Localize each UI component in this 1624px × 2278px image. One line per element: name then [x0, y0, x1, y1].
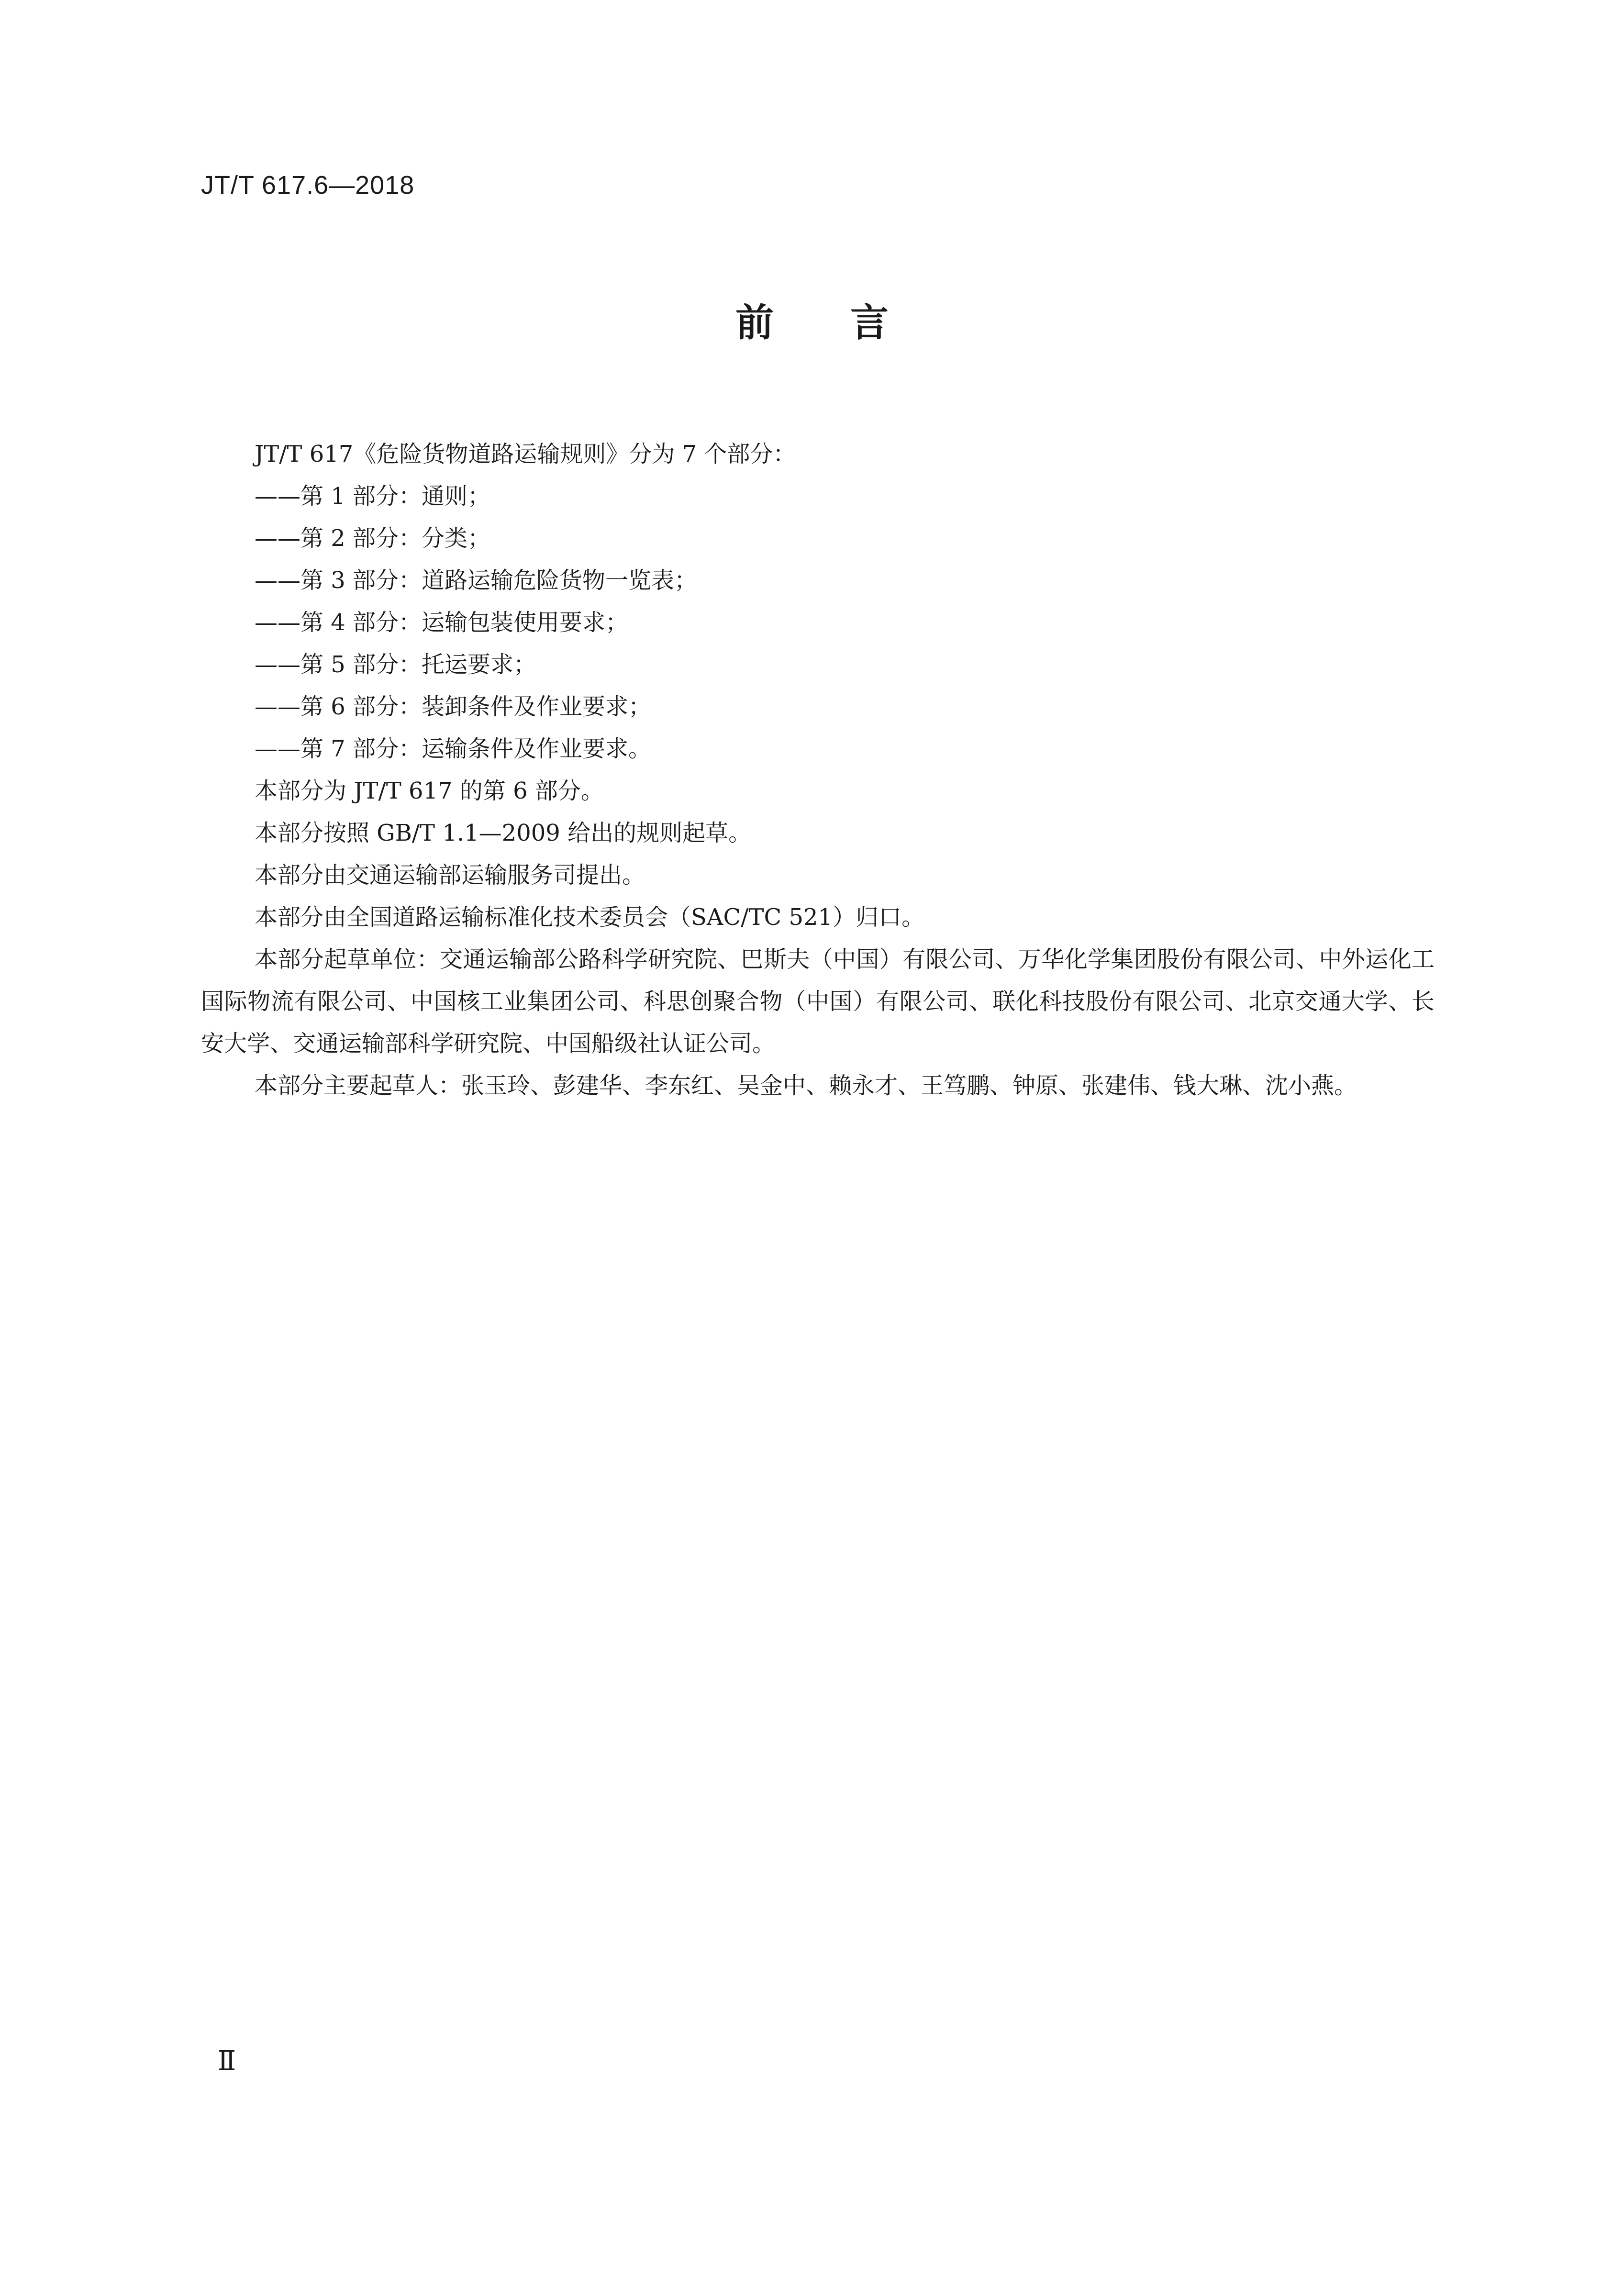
paragraph-parts-intro: JT/T 617《危险货物道路运输规则》分为 7 个部分：	[255, 441, 796, 467]
list-item-part-3: ——第 3 部分：道路运输危险货物一览表；	[255, 567, 698, 594]
title-char-2: 言	[850, 300, 889, 345]
paragraph-drafting-rules: 本部分按照 GB/T 1.1—2009 给出的规则起草。	[255, 820, 752, 846]
list-item-part-7: ——第 7 部分：运输条件及作业要求。	[255, 735, 652, 762]
page-title	[0, 300, 1624, 345]
list-item-part-2: ——第 2 部分：分类；	[255, 525, 491, 552]
title-char-1: 前	[735, 300, 774, 345]
standard-number: JT/T 617.6—2018	[201, 171, 415, 200]
page-number: Ⅱ	[218, 2046, 236, 2076]
paragraph-proposed-by: 本部分由交通运输部运输服务司提出。	[255, 862, 645, 889]
list-item-part-1: ——第 1 部分：通则；	[255, 483, 491, 510]
list-item-part-4: ——第 4 部分：运输包装使用要求；	[255, 609, 629, 636]
list-item-part-6: ——第 6 部分：装卸条件及作业要求；	[255, 693, 652, 720]
paragraph-this-part: 本部分为 JT/T 617 的第 6 部分。	[255, 778, 604, 804]
preface-body	[201, 433, 1435, 1107]
list-item-part-5: ——第 5 部分：托运要求；	[255, 651, 537, 678]
paragraph-drafting-units: 本部分起草单位：交通运输部公路科学研究院、巴斯夫（中国）有限公司、万华化学集团股份有限公司、中外运化工国际物流有限公司、中国核工业集团公司、科思创聚合物（中国）有限公司、联化科技股份有限公司、北京交通大学、长安大学、交通运输部科学研究院、中国船级社认证公司。	[201, 946, 1435, 1057]
paragraph-under-jurisdiction: 本部分由全国道路运输标准化技术委员会（SAC/TC 521）归口。	[255, 904, 925, 931]
paragraph-main-drafters: 本部分主要起草人：张玉玲、彭建华、李东红、吴金中、赖永才、王笃鹏、钟原、张建伟、钱大琳、沈小燕。	[255, 1072, 1357, 1099]
